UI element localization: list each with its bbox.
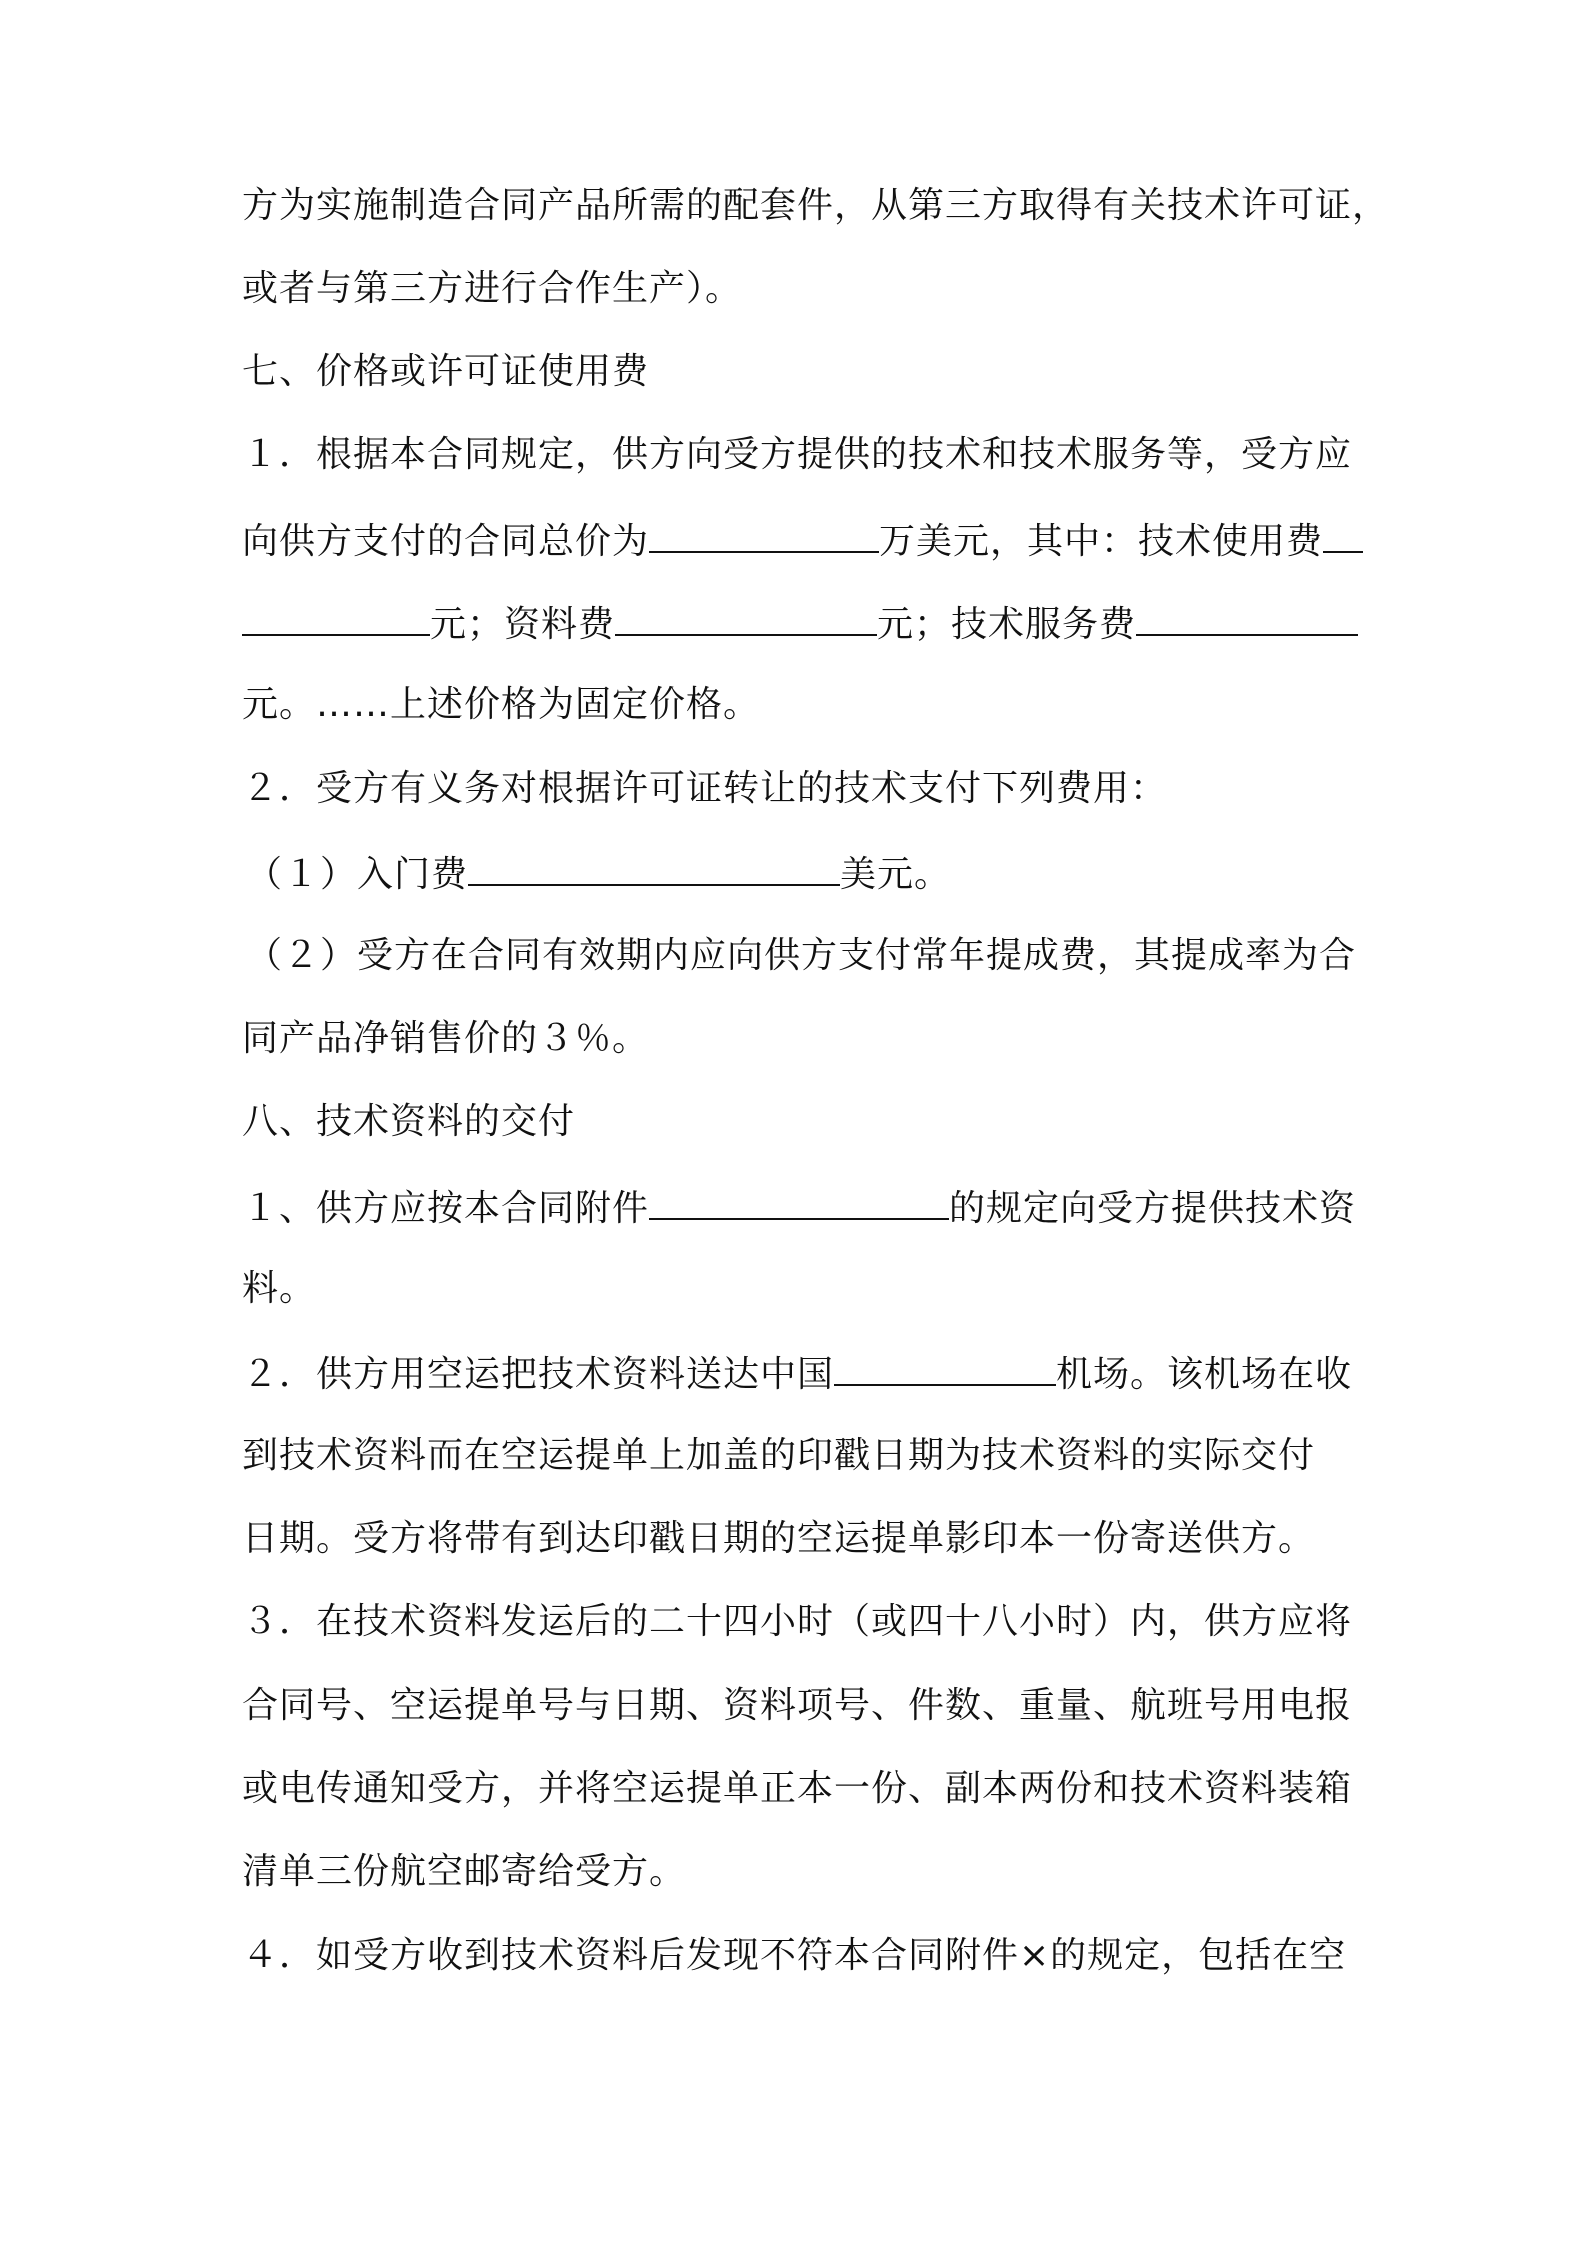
text-segment: 方为实施制造合同产品所需的配套件，从第三方取得有关技术许可证，	[242, 185, 1390, 226]
text-line	[242, 1926, 1346, 1986]
text-line	[246, 926, 1356, 986]
text-line	[242, 1092, 575, 1152]
text-segment: ２．供方用空运把技术资料送达中国	[242, 1354, 835, 1395]
fill-in-blank[interactable]	[242, 592, 430, 636]
text-segment: 同产品净销售价的３％。	[242, 1018, 650, 1059]
text-segment: 日期。受方将带有到达印戳日期的空运提单影印本一份寄送供方。	[242, 1518, 1316, 1559]
text-segment: 清单三份航空邮寄给受方。	[242, 1851, 687, 1892]
text-line	[242, 425, 1352, 485]
fill-in-blank[interactable]	[649, 509, 879, 553]
fill-in-blank[interactable]	[834, 1342, 1056, 1386]
text-segment: 元；资料费	[430, 604, 616, 645]
text-segment: 料。	[242, 1268, 317, 1309]
text-segment: 合同号、空运提单号与日期、资料项号、件数、重量、航班号用电报	[242, 1685, 1353, 1726]
text-line	[242, 1259, 316, 1319]
text-line	[242, 592, 1358, 652]
text-segment: 元。……上述价格为固定价格。	[242, 684, 761, 725]
text-segment: ４．如受方收到技术资料后发现不符本合同附件×的规定，包括在空	[242, 1935, 1347, 1976]
text-line	[242, 675, 760, 735]
text-segment: 元；技术服务费	[877, 604, 1137, 645]
text-segment: 美元。	[840, 854, 952, 895]
text-line	[242, 1842, 686, 1902]
text-segment: １．根据本合同规定，供方向受方提供的技术和技术服务等，受方应	[242, 434, 1353, 475]
fill-in-blank[interactable]	[649, 1176, 949, 1220]
text-segment: 或者与第三方进行合作生产）。	[242, 268, 743, 309]
text-line	[242, 342, 649, 402]
fill-in-blank[interactable]	[1323, 509, 1363, 553]
text-line	[242, 259, 742, 319]
text-segment: 或电传通知受方，并将空运提单正本一份、副本两份和技术资料装箱	[242, 1768, 1353, 1809]
fill-in-blank[interactable]	[615, 592, 877, 636]
text-line	[242, 1676, 1352, 1736]
text-line	[242, 176, 1389, 236]
text-line	[242, 1759, 1352, 1819]
text-line	[242, 1592, 1352, 1652]
text-line	[242, 1342, 1352, 1402]
text-segment: 到技术资料而在空运提单上加盖的印戳日期为技术资料的实际交付	[242, 1435, 1316, 1476]
text-segment: 向供方支付的合同总价为	[242, 521, 650, 562]
text-segment: １、供方应按本合同附件	[242, 1188, 650, 1229]
text-segment: 的规定向受方提供技术资	[949, 1188, 1357, 1229]
text-segment: 七、价格或许可证使用费	[242, 351, 650, 392]
text-segment: 机场。该机场在收	[1056, 1354, 1353, 1395]
text-segment: 八、技术资料的交付	[242, 1101, 576, 1142]
text-segment: （２）受方在合同有效期内应向供方支付常年提成费，其提成率为合	[246, 935, 1357, 976]
text-segment: （１）入门费	[246, 854, 469, 895]
fill-in-blank[interactable]	[1136, 592, 1358, 636]
text-line	[242, 509, 1363, 569]
text-segment: ３．在技术资料发运后的二十四小时（或四十八小时）内，供方应将	[242, 1601, 1353, 1642]
text-segment: 万美元，其中：技术使用费	[879, 521, 1324, 562]
text-line	[246, 842, 951, 902]
text-line	[242, 1509, 1315, 1569]
text-line	[242, 1009, 649, 1069]
text-segment: ２．受方有义务对根据许可证转让的技术支付下列费用：	[242, 768, 1168, 809]
text-line	[242, 759, 1167, 819]
text-line	[242, 1426, 1315, 1486]
text-line	[242, 1176, 1356, 1236]
fill-in-blank[interactable]	[468, 842, 840, 886]
